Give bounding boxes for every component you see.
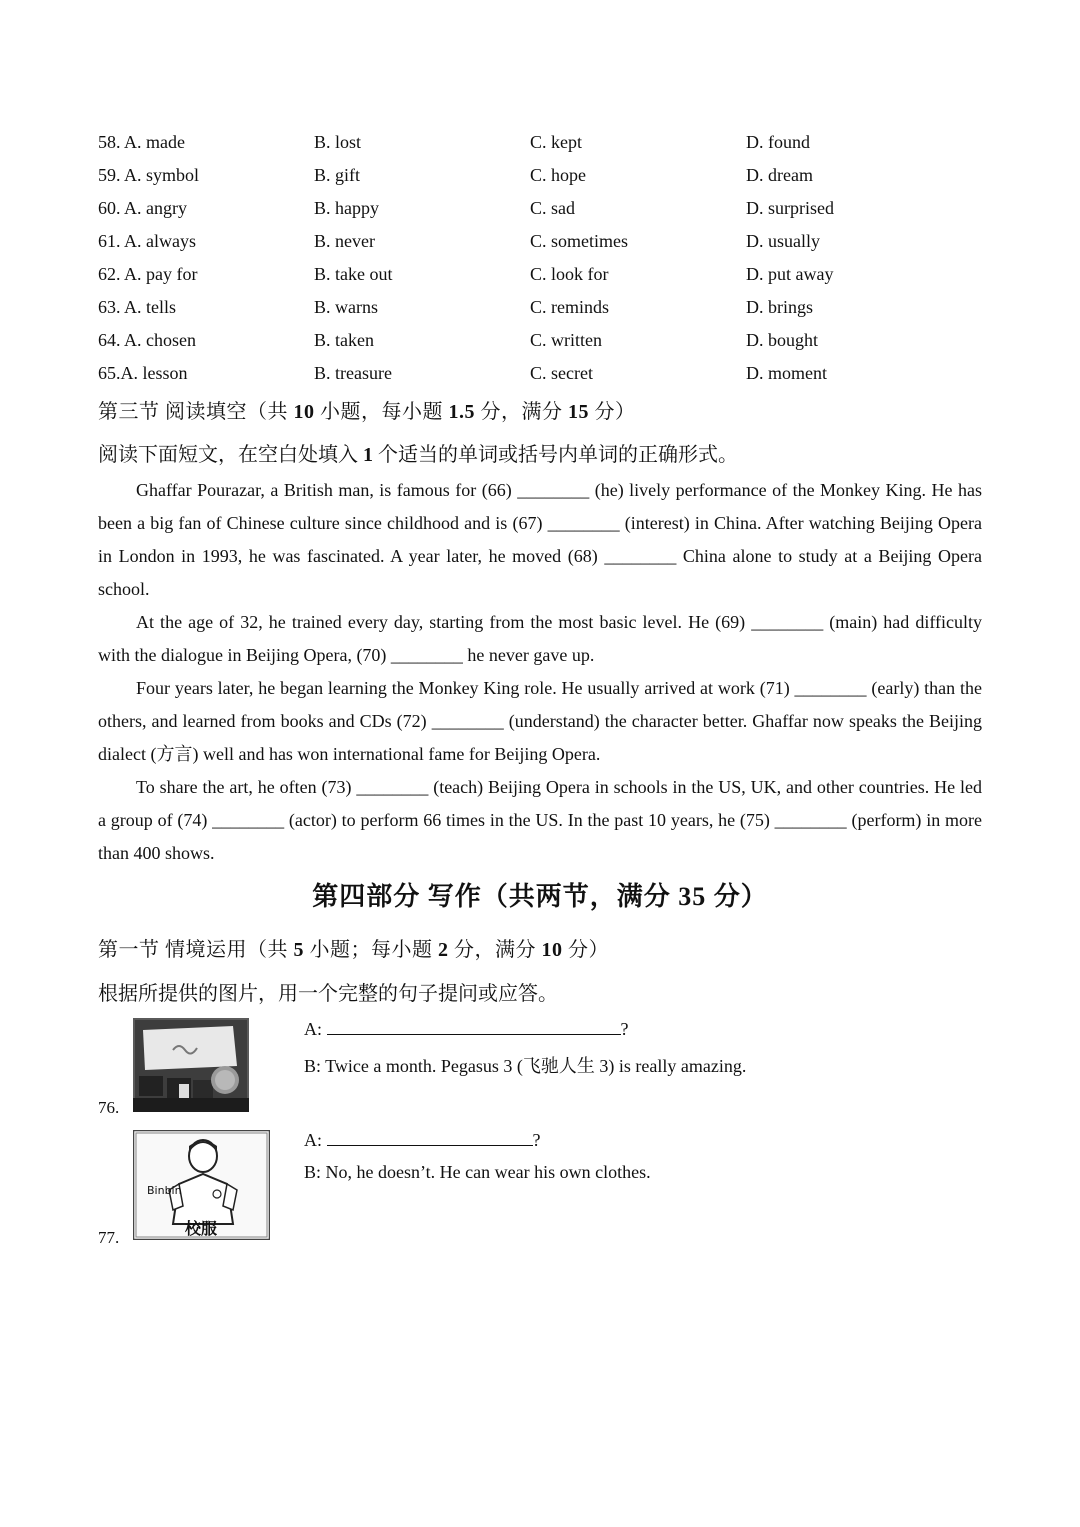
choice-row xyxy=(98,357,998,390)
name-tag: Binbin xyxy=(147,1184,182,1197)
part4-title: 第四部分 写作（共两节，满分 35 分） xyxy=(312,882,768,911)
passage-paragraph: Ghaffar Pourazar, a British man, is famous for (66) ________ (he) lively performance of the Monkey King. He has been a big fan of Chinese culture since childhood and is (67) ________ (interest) in China. After watching Beijing Opera in London in 1993, he was fascinated. A year later, he moved (68) ________ China alone to study at a Beijing Opera school. xyxy=(98,480,982,599)
section3-title-part: 分，满分 xyxy=(475,401,568,423)
choice-option-d: D. put away xyxy=(746,264,834,284)
shirt-label: 校服 xyxy=(185,1219,218,1238)
section3-title-num: 15 xyxy=(568,401,589,423)
instruction-part: 阅读下面短文，在空白处填入 xyxy=(98,444,363,466)
choice-option-b: B. happy xyxy=(314,198,379,218)
question-number: 76. xyxy=(98,1098,120,1117)
cinema-picture xyxy=(133,1018,249,1112)
passage-paragraph: To share the art, he often (73) ________ (teach) Beijing Opera in schools in the US, UK, and other countries. He led a group of (74) ________ (actor) to perform 66 times in the US. In the past 10 years, he (75) ________ (perform) in more than 400 shows. xyxy=(98,777,982,863)
choice-option-c: C. sad xyxy=(530,198,575,218)
section1-title-num: 5 xyxy=(293,939,304,961)
uniform-picture xyxy=(133,1130,270,1240)
choice-row xyxy=(98,192,998,225)
q77-line-b: B: No, he doesn’t. He can wear his own clothes. xyxy=(304,1162,651,1182)
section1-title-part: 小题；每小题 xyxy=(304,939,438,961)
instruction-num: 1 xyxy=(363,444,373,466)
choice-option-b: B. lost xyxy=(314,132,362,152)
choice-row xyxy=(98,258,998,291)
choice-option-a: 61. A. always xyxy=(98,231,196,251)
section3-title-part: 小题，每小题 xyxy=(314,401,449,423)
section3-title-num: 10 xyxy=(293,401,315,423)
choice-row xyxy=(98,324,998,357)
choice-option-a: 63. A. tells xyxy=(98,297,177,317)
speaker-label: A: xyxy=(304,1130,322,1150)
choice-option-b: B. treasure xyxy=(314,363,392,383)
choice-option-b: B. gift xyxy=(314,165,361,185)
cinema-icon xyxy=(133,1018,249,1112)
choice-option-d: D. dream xyxy=(746,165,813,185)
choice-row xyxy=(98,126,998,159)
choice-option-b: B. taken xyxy=(314,330,374,350)
choice-option-c: C. secret xyxy=(530,363,593,383)
choice-option-c: C. written xyxy=(530,330,602,350)
section1-title-part: 分，满分 xyxy=(448,939,542,961)
speaker-label: A: xyxy=(304,1019,322,1039)
choice-option-a: 60. A. angry xyxy=(98,198,187,218)
choice-option-d: D. usually xyxy=(746,231,820,251)
section1-title-num: 10 xyxy=(541,939,563,961)
choice-option-d: D. bought xyxy=(746,330,818,350)
passage-paragraph: Four years later, he began learning the Monkey King role. He usually arrived at work (71) ________ (early) than the others, and learned from books and CDs (72) ________ (understand) the character better. Ghaffar now speaks the Beijing dialect (方言) well and has won international fame for Beijing Opera. xyxy=(98,678,982,764)
answer-blank[interactable] xyxy=(327,1018,621,1035)
section1-title-part: 分） xyxy=(562,939,609,961)
answer-blank[interactable] xyxy=(327,1129,533,1146)
section1-title xyxy=(98,933,609,962)
choice-option-a: 64. A. chosen xyxy=(98,330,196,350)
choice-option-c: C. look for xyxy=(530,264,609,284)
section3-title-part: 第三节 阅读填空（共 xyxy=(98,401,294,423)
section3-title-part: 分） xyxy=(589,401,636,423)
choice-row xyxy=(98,159,998,192)
reading-passage xyxy=(98,474,982,870)
question-number: 77. xyxy=(98,1228,120,1247)
choice-option-a: 62. A. pay for xyxy=(98,264,198,284)
q76-line-a xyxy=(304,1018,629,1040)
choice-option-c: C. reminds xyxy=(530,297,609,317)
choice-option-d: D. found xyxy=(746,132,810,152)
choice-option-a: 65.A. lesson xyxy=(98,363,188,383)
choice-option-b: B. never xyxy=(314,231,375,251)
choice-option-a: 59. A. symbol xyxy=(98,165,200,185)
section1-title-part: 第一节 情境运用（共 xyxy=(98,939,294,961)
choice-option-b: B. warns xyxy=(314,297,378,317)
question-mark: ? xyxy=(532,1130,541,1150)
choice-option-c: C. kept xyxy=(530,132,582,152)
section3-title xyxy=(98,395,636,424)
choice-option-a: 58. A. made xyxy=(98,132,185,152)
choice-table xyxy=(98,126,998,390)
choice-option-d: D. brings xyxy=(746,297,813,317)
q76-line-b: B: Twice a month. Pegasus 3 (飞驰人生 3) is really amazing. xyxy=(304,1056,747,1076)
choice-option-b: B. take out xyxy=(314,264,393,284)
section3-title-num: 1.5 xyxy=(448,401,475,423)
choice-row xyxy=(98,225,998,258)
choice-option-c: C. sometimes xyxy=(530,231,628,251)
passage-paragraph: At the age of 32, he trained every day, starting from the most basic level. He (69) ________ (main) had difficulty with the dialogue in Beijing Opera, (70) ________ he never gave up. xyxy=(98,612,982,665)
question-mark: ? xyxy=(620,1019,629,1039)
section1-title-num: 2 xyxy=(438,939,449,961)
section1-instruction: 根据所提供的图片，用一个完整的句子提问或应答。 xyxy=(98,983,558,1005)
choice-option-c: C. hope xyxy=(530,165,586,185)
choice-option-d: D. surprised xyxy=(746,198,834,218)
choice-row xyxy=(98,291,998,324)
choice-option-d: D. moment xyxy=(746,363,827,383)
student-icon xyxy=(133,1130,270,1240)
section3-instruction xyxy=(98,438,738,467)
instruction-part: 个适当的单词或括号内单词的正确形式。 xyxy=(373,444,738,466)
q77-line-a xyxy=(304,1129,541,1151)
